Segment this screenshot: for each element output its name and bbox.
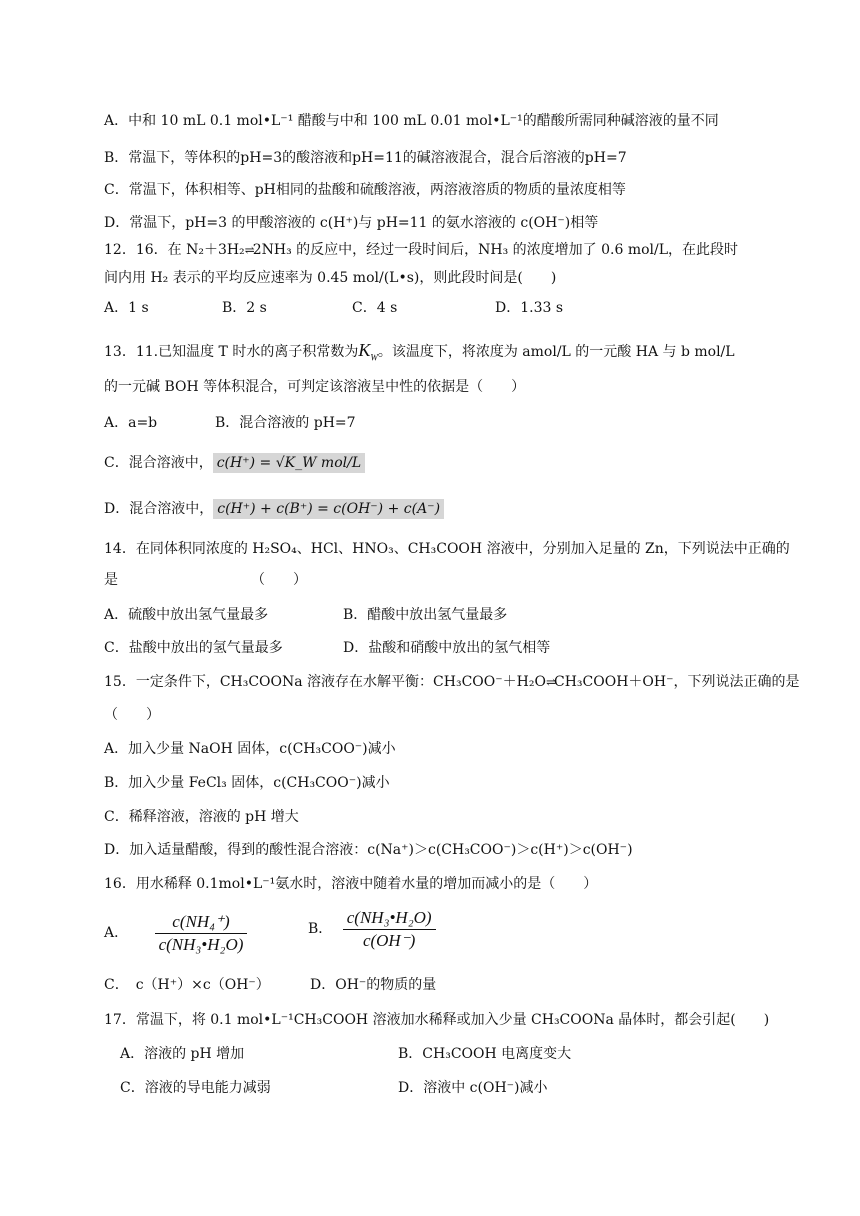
q17-option-b: B．CH₃COOH 电离度变大 bbox=[398, 1046, 572, 1062]
q16-option-d: D．OH⁻的物质的量 bbox=[310, 977, 437, 993]
q17-option-c: C．溶液的导电能力减弱 bbox=[120, 1080, 271, 1096]
q12-option-d: D．1.33 s bbox=[495, 300, 564, 316]
q12-stem-line1 bbox=[104, 241, 738, 259]
q11-option-a: A．中和 10 mL 0.1 mol•L⁻¹ 醋酸与中和 100 mL 0.01 mol•L⁻¹的醋酸所需同种碱溶液的量不同 bbox=[104, 113, 719, 129]
q11-option-b: B．常温下，等体积的pH=3的酸溶液和pH=11的碱溶液混合，混合后溶液的pH=7 bbox=[104, 150, 627, 166]
q16-option-b bbox=[308, 904, 436, 954]
fraction-a-denominator: c(NH₃•H₂O) bbox=[158, 934, 244, 954]
q15-stem-line2: （ ） bbox=[104, 707, 160, 723]
q13-option-d-label: D．混合溶液中， bbox=[104, 501, 214, 517]
equilibrium-arrow-icon: ⇌ bbox=[545, 675, 555, 689]
q17-option-d: D．溶液中 c(OH⁻)减小 bbox=[398, 1080, 548, 1096]
q16-option-b-label: B． bbox=[308, 921, 333, 937]
q14-option-a: A．硫酸中放出氢气量最多 bbox=[104, 607, 269, 623]
q17-stem: 17．常温下，将 0.1 mol•L⁻¹CH₃COOH 溶液加水稀释或加入少量 CH₃COONa 晶体时，都会引起( ) bbox=[104, 1012, 770, 1028]
q15-stem-prefix: 15．一定条件下，CH₃COONa 溶液存在水解平衡：CH₃COO⁻＋H₂O bbox=[104, 674, 546, 690]
q12-stem-prefix: 12．16．在 N₂＋3H₂ bbox=[104, 242, 245, 258]
q17-option-a: A．溶液的 pH 增加 bbox=[120, 1046, 245, 1062]
q13-option-a: A．a=b bbox=[104, 415, 158, 431]
q16-option-a bbox=[104, 908, 247, 958]
q14-option-c: C．盐酸中放出的氢气量最多 bbox=[104, 640, 283, 656]
q16-option-c: C． c（H⁺）×c（OH⁻） bbox=[104, 977, 270, 993]
kw-symbol: $K_W$ bbox=[358, 340, 378, 363]
q12-option-a: A．1 s bbox=[104, 300, 149, 316]
q13-stem-prefix: 13．11.已知温度 T 时水的离子积常数为 bbox=[104, 344, 359, 360]
q14-stem-line2: 是 （ ） bbox=[104, 572, 307, 588]
q12-stem-suffix: 2NH₃ 的反应中，经过一段时间后，NH₃ 的浓度增加了 0.6 mol/L，在此段时 bbox=[252, 242, 739, 258]
fraction-b-denominator: c(OH⁻) bbox=[362, 930, 416, 950]
q13-stem-suffix: 。该温度下，将浓度为 amol/L 的一元酸 HA 与 b mol/L bbox=[377, 344, 735, 360]
q15-option-a: A．加入少量 NaOH 固体，c(CH₃COO⁻)减小 bbox=[104, 741, 396, 757]
formula-image-c: c(H⁺) = √K_W mol/L bbox=[213, 453, 365, 473]
equilibrium-arrow-icon: ⇌ bbox=[244, 243, 253, 257]
fraction-a-numerator: c(NH₄⁺) bbox=[155, 911, 248, 934]
fraction-b-numerator: c(NH₃•H₂O) bbox=[343, 907, 436, 930]
q15-option-c: C．稀释溶液，溶液的 pH 增大 bbox=[104, 809, 299, 825]
q14-option-d: D．盐酸和硝酸中放出的氢气相等 bbox=[343, 640, 551, 656]
q13-stem-line1 bbox=[104, 341, 735, 361]
q15-option-d: D．加入适量醋酸，得到的酸性混合溶液：c(Na⁺)＞c(CH₃COO⁻)＞c(H⁺)＞c(OH⁻) bbox=[104, 842, 633, 858]
q14-stem-line1: 14．在同体积同浓度的 H₂SO₄、HCl、HNO₃、CH₃COOH 溶液中，分别加入足量的 Zn，下列说法中正确的 bbox=[104, 541, 790, 557]
q12-option-c: C．4 s bbox=[352, 300, 398, 316]
q11-option-c: C．常温下，体积相等、pH相同的盐酸和硫酸溶液，两溶液溶质的物质的量浓度相等 bbox=[104, 182, 626, 198]
q15-stem-suffix: CH₃COOH＋OH⁻，下列说法正确的是 bbox=[554, 674, 800, 690]
q16-stem: 16．用水稀释 0.1mol•L⁻¹氨水时，溶液中随着水量的增加而减小的是（ ） bbox=[104, 876, 598, 892]
q13-option-c-label: C．混合溶液中， bbox=[104, 455, 213, 471]
fraction-a bbox=[155, 911, 248, 956]
q11-option-d: D．常温下，pH=3 的甲酸溶液的 c(H⁺)与 pH=11 的氨水溶液的 c(OH⁻)相等 bbox=[104, 215, 599, 231]
q13-option-d bbox=[104, 499, 444, 519]
q13-stem-line2: 的一元碱 BOH 等体积混合，可判定该溶液呈中性的依据是（ ） bbox=[104, 379, 526, 395]
q16-option-a-label: A． bbox=[104, 925, 129, 941]
formula-image-d: c(H⁺) + c(B⁺) = c(OH⁻) + c(A⁻) bbox=[213, 499, 444, 519]
fraction-b bbox=[343, 907, 436, 952]
q15-stem-line1 bbox=[104, 673, 800, 691]
q15-option-b: B．加入少量 FeCl₃ 固体，c(CH₃COO⁻)减小 bbox=[104, 775, 390, 791]
q14-option-b: B．醋酸中放出氢气量最多 bbox=[343, 607, 508, 623]
q12-stem-line2: 间内用 H₂ 表示的平均反应速率为 0.45 mol/(L•s)，则此段时间是( ) bbox=[104, 270, 557, 286]
q13-option-b: B．混合溶液的 pH=7 bbox=[215, 415, 356, 431]
q12-option-b: B．2 s bbox=[222, 300, 267, 316]
q13-option-c bbox=[104, 453, 365, 473]
